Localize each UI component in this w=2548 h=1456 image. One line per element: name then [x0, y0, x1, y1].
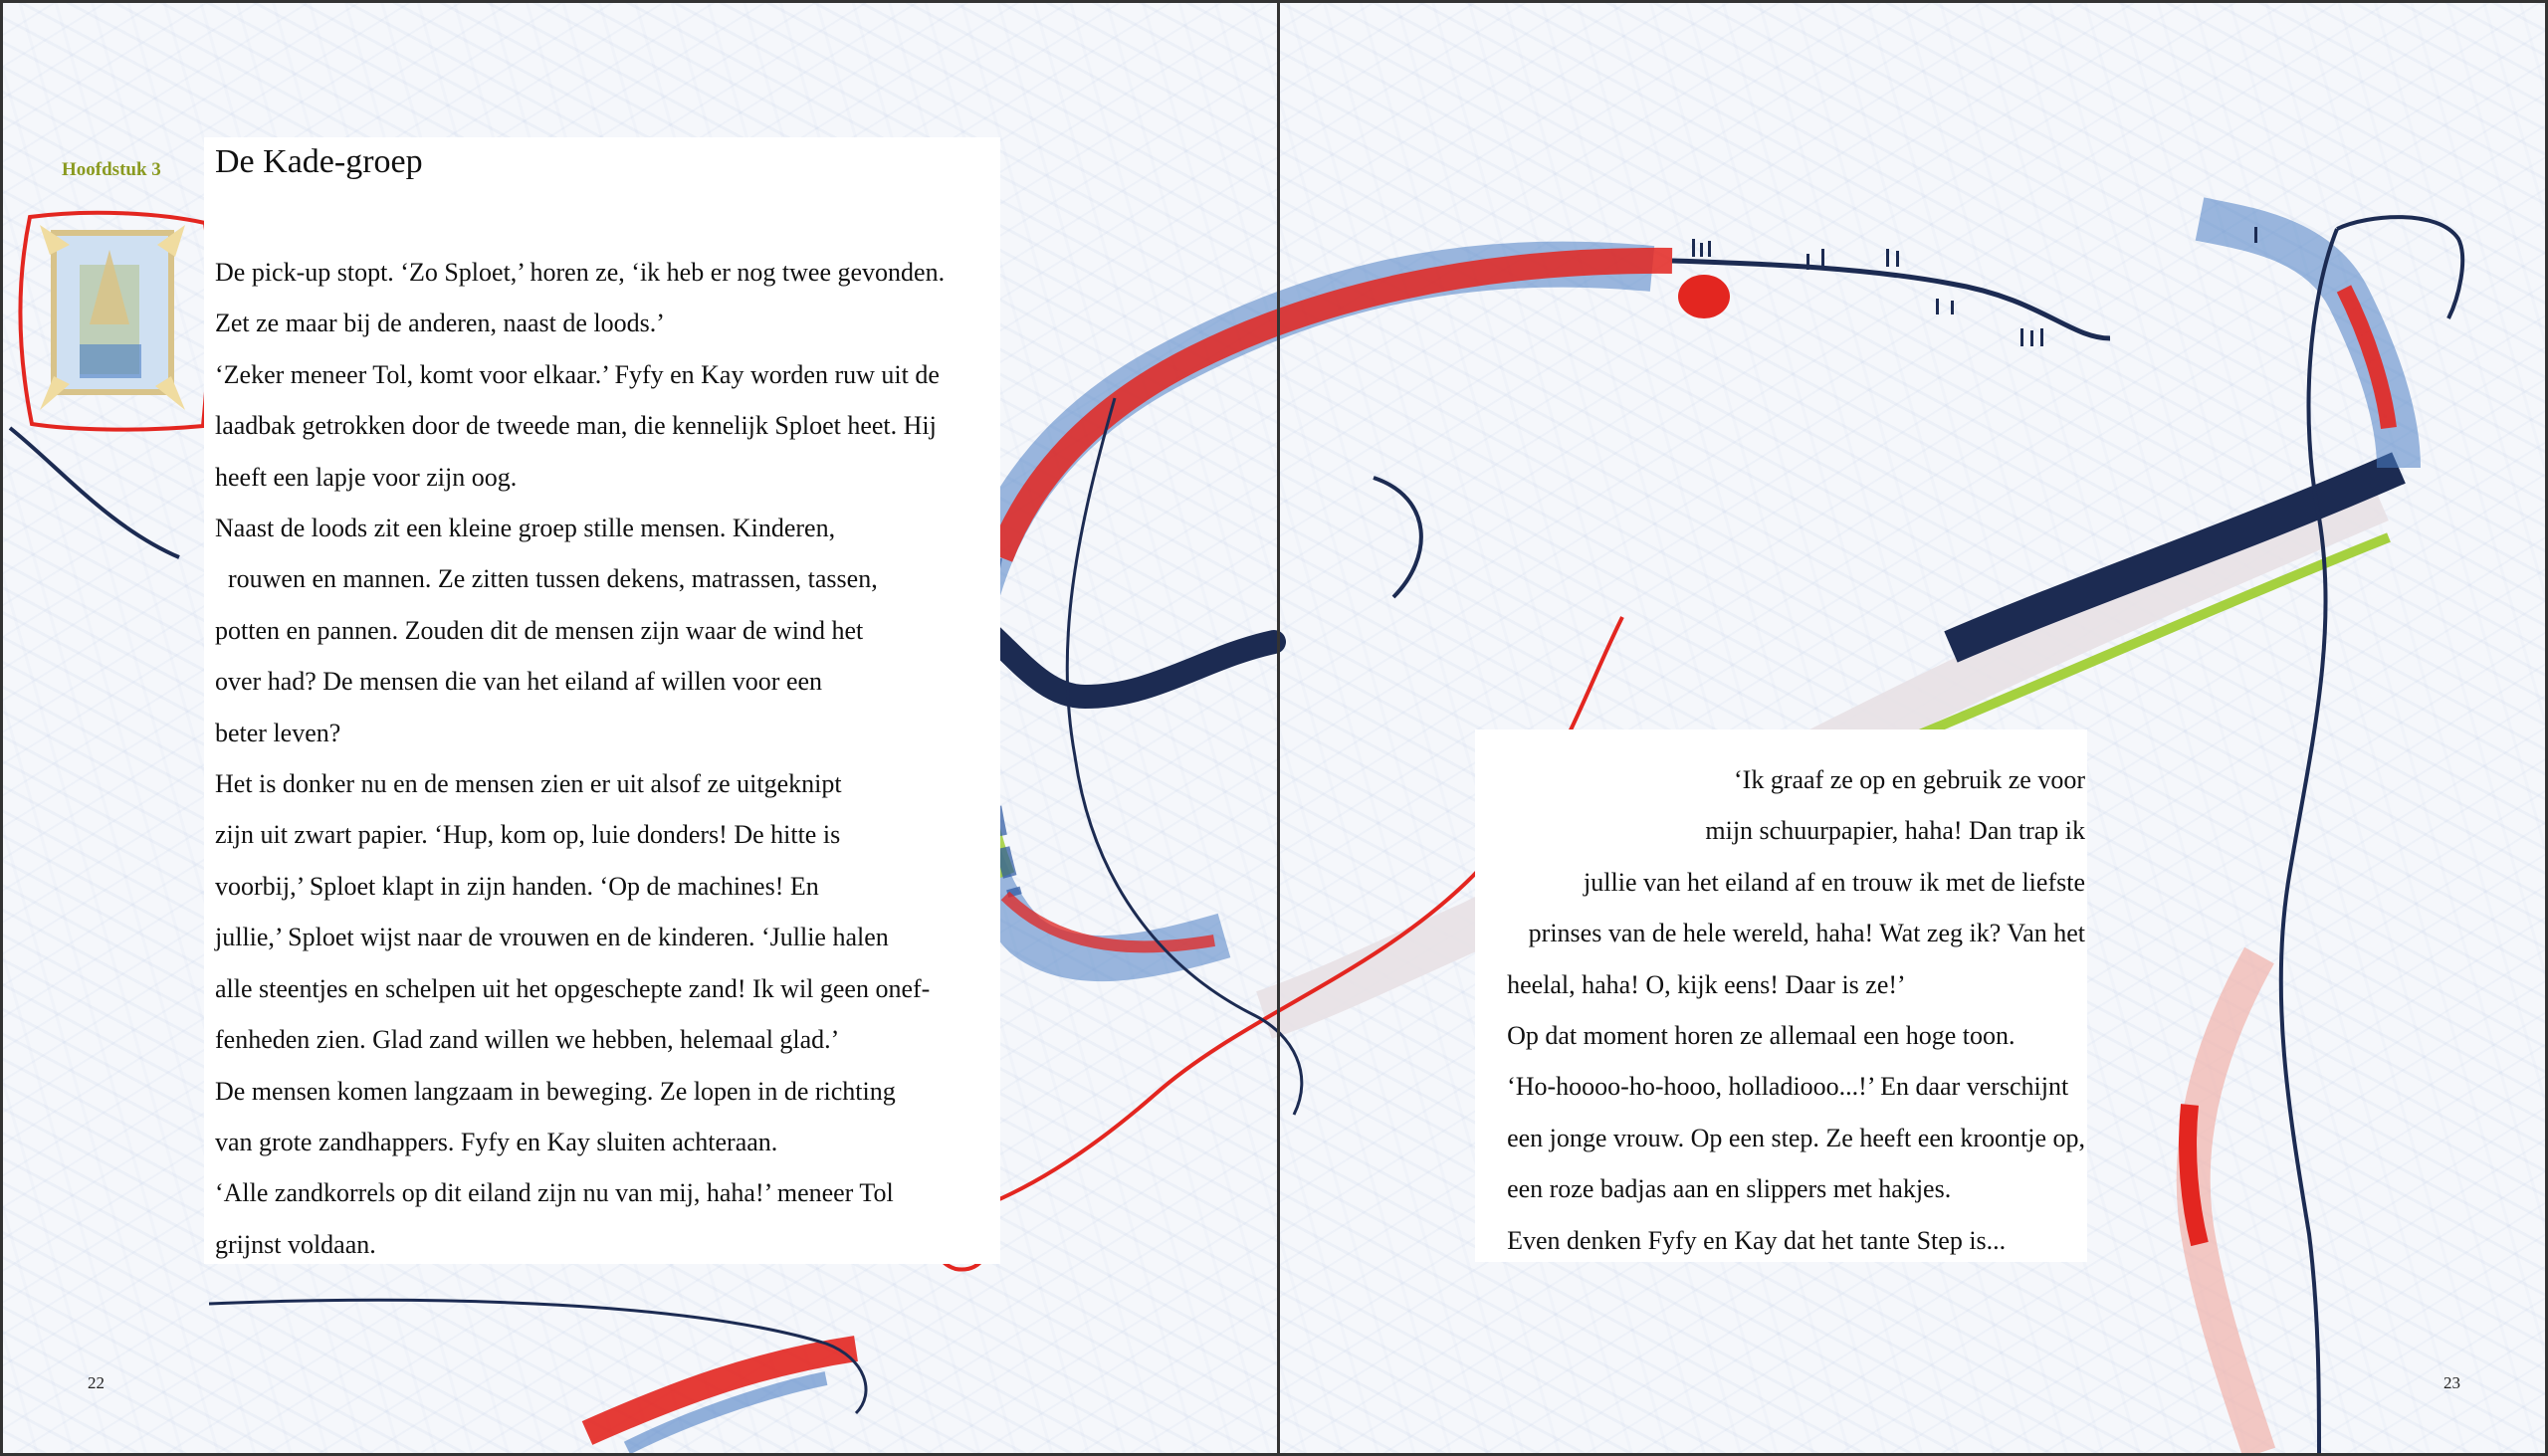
ribbon-lower-right [2194, 955, 2259, 1453]
text-line: heeft een lapje voor zijn oog. [215, 462, 518, 492]
text-line: mijn schuurpapier, haha! Dan trap ik [1705, 816, 2085, 846]
text-line: heelal, haha! O, kijk eens! Daar is ze!’ [1507, 969, 1906, 999]
text-line: De pick-up stopt. ‘Zo Sploet,’ horen ze, ‘ik heb er nog twee gevonden. [215, 258, 946, 287]
navy-hook-line [1374, 478, 1421, 597]
text-line: over had? De mensen die van het eiland af willen voor een [215, 667, 823, 697]
text-line: jullie van het eiland af en trouw ik met de liefste [1584, 867, 2085, 897]
right-page-text [1507, 754, 2085, 1266]
red-blob [1678, 275, 1730, 318]
text-line: beter leven? [215, 718, 341, 747]
navy-brush-stroke [956, 607, 1274, 697]
left-page-text [215, 247, 945, 1270]
text-line: grijnst voldaan. [215, 1229, 376, 1259]
bottom-left-ribbon [587, 1349, 856, 1433]
text-line: een jonge vrouw. Op een step. Ze heeft een kroontje op, [1507, 1123, 2085, 1152]
left-navy-squiggle [10, 428, 179, 557]
chapter-title: De Kade-groep [215, 143, 423, 180]
text-line: Zet ze maar bij de anderen, naast de loods.’ [215, 309, 665, 338]
text-line: rouwen en mannen. Ze zitten tussen dekens, matrassen, tassen, [215, 564, 878, 594]
text-line: Naast de loods zit een kleine groep stille mensen. Kinderen, [215, 514, 836, 543]
page-gutter [1277, 0, 1280, 1456]
text-line: Het is donker nu en de mensen zien er uit alsof ze uitgeknipt [215, 769, 842, 799]
text-line: potten en pannen. Zouden dit de mensen zijn waar de wind het [215, 615, 864, 645]
page-number-left: 22 [88, 1373, 105, 1392]
text-line: zijn uit zwart papier. ‘Hup, kom op, luie donders! De hitte is [215, 820, 841, 850]
text-line: een roze badjas aan en slippers met hakjes. [1507, 1174, 1952, 1204]
text-line: van grote zandhappers. Fyfy en Kay sluiten achteraan. [215, 1127, 778, 1156]
ribbon-loop-red [1000, 261, 1672, 557]
text-line: ‘Ik graaf ze op en gebruik ze voor [1734, 765, 2085, 794]
text-line: jullie,’ Sploet wijst naar de vrouwen en de kinderen. ‘Jullie halen [215, 923, 889, 952]
text-line: ‘Zeker meneer Tol, komt voor elkaar.’ Fyfy en Kay worden ruw uit de [215, 359, 940, 389]
text-line: ‘Alle zandkorrels op dit eiland zijn nu van mij, haha!’ meneer Tol [215, 1178, 894, 1208]
chapter-thumbnail-icon [10, 205, 215, 436]
text-line: voorbij,’ Sploet klapt in zijn handen. ‘Op de machines! En [215, 871, 819, 901]
chapter-label: Hoofdstuk 3 [62, 159, 161, 180]
navy-line-top [1672, 261, 2110, 338]
text-line: prinses van de hele wereld, haha! Wat zeg ik? Van het [1528, 919, 2085, 948]
text-line: Even denken Fyfy en Kay dat het tante Step is... [1507, 1225, 2007, 1255]
page-number-right: 23 [2443, 1373, 2460, 1392]
text-line: ‘Ho-hoooo-ho-hooo, holladiooo...!’ En daar verschijnt [1507, 1072, 2069, 1102]
text-line: laadbak getrokken door de tweede man, die kennelijk Sploet heet. Hij [215, 411, 937, 441]
text-line: fenheden zien. Glad zand willen we hebben, helemaal glad.’ [215, 1025, 840, 1055]
text-line: alle steentjes en schelpen uit het opgeschepte zand! Ik wil geen onef- [215, 973, 931, 1003]
text-line: Op dat moment horen ze allemaal een hoge toon. [1507, 1021, 2016, 1051]
text-line: De mensen komen langzaam in beweging. Ze lopen in de richting [215, 1076, 896, 1106]
navy-tall-line [2281, 229, 2337, 1453]
